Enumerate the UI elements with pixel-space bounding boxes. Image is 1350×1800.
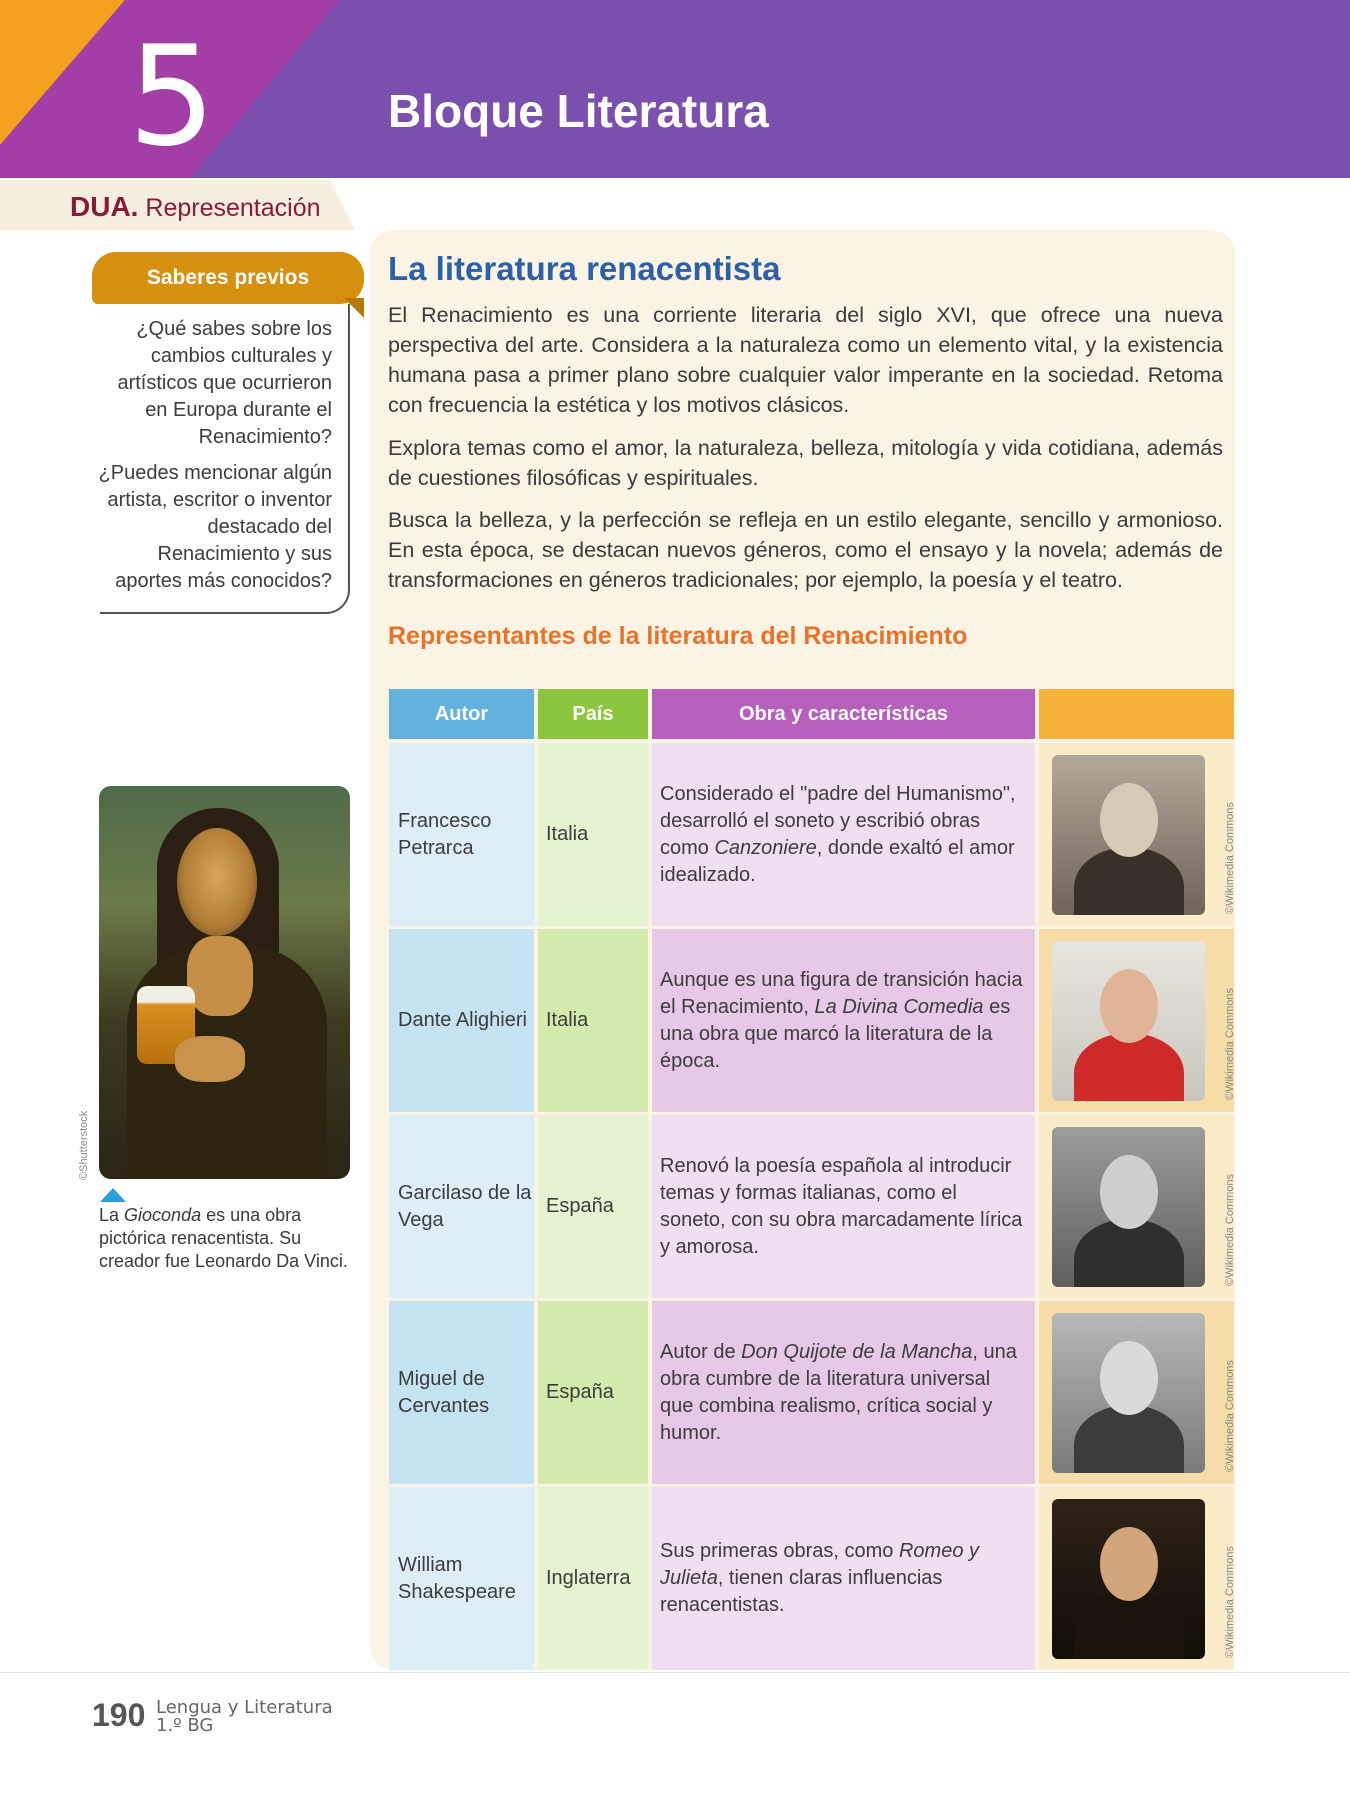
page-number: 190 [92,1697,146,1733]
author-portrait [1052,941,1205,1101]
saberes-previos-tab: Saberes previos [92,252,364,304]
gioconda-face [177,828,257,936]
saberes-question-1: ¿Qué sabes sobre los cambios culturales y artísticos que ocurrieron en Europa durante el Renacimiento? [117,318,332,448]
work-title-italic: Romeo y Julieta [660,1540,980,1589]
image-credit: ©Shutterstock [78,1110,90,1180]
portrait-cell [1039,929,1234,1112]
article-paragraph-2: Explora temas como el amor, la naturaleza, belleza, mitología y vida cotidiana, además de cuestiones filosóficas y espirituales. [388,436,1223,490]
work-cell [652,929,1035,1112]
dua-label [70,191,321,223]
portrait-cell [1039,743,1234,926]
work-text-pre: Autor de [660,1340,742,1363]
work-cell [652,1115,1035,1298]
portrait-head [1100,1155,1158,1229]
country-cell: Italia [538,743,648,926]
author-cell: William Shakespeare [389,1487,534,1670]
gioconda-chest [187,936,253,1016]
country-cell: Inglaterra [538,1487,648,1670]
chapter-number: 5 [128,16,216,177]
caption-italic: Gioconda [124,1205,202,1225]
saberes-previos-box [100,304,350,614]
caption-pre: La [99,1205,125,1225]
author-cell: Miguel de Cervantes [389,1301,534,1484]
work-title-italic: Don Quijote de la Mancha [741,1340,973,1363]
dua-label-text: Representación [138,194,321,222]
header-work: Obra y características [652,689,1035,739]
header-author: Autor [389,689,534,739]
portrait-credit: ©Wikimedia Commons [1224,801,1236,914]
portrait-credit: ©Wikimedia Commons [1224,1545,1236,1658]
representatives-table [389,689,1234,1670]
author-cell: Garcilaso de la Vega [389,1115,534,1298]
author-portrait [1052,1127,1205,1287]
block-title: Bloque Literatura [388,85,769,137]
dua-label-bold: DUA. [70,191,139,222]
work-text-post: , una obra cumbre de la literatura universal que combina realismo, crítica social y humor. [660,1340,1017,1444]
work-text-pre: Aunque es una figura de transición hacia el Renacimiento, [660,968,1023,1018]
portrait-cell [1039,1115,1234,1298]
work-text [660,1538,1027,1619]
portrait-body [1074,1405,1184,1473]
author-portrait [1052,1313,1205,1473]
portrait-body [1074,1033,1184,1101]
footer-subject-name: Lengua y Literatura [156,1697,333,1718]
footer-subject [156,1699,333,1735]
article-paragraph-3: Busca la belleza, y la perfección se refleja en un estilo elegante, sencillo y armonioso. En esta época, se destacan nuevos géneros, como el ensayo y la novela; además de transformaciones en géneros tradicionales; por ejemplo, la poesía y el teatro. [388,508,1223,592]
country-cell: España [538,1301,648,1484]
author-cell: Dante Alighieri [389,929,534,1112]
author-portrait [1052,755,1205,915]
country-cell: España [538,1115,648,1298]
gioconda-hand [175,1036,245,1082]
article-title: La literatura renacentista [388,250,781,287]
portrait-credit: ©Wikimedia Commons [1224,1359,1236,1472]
portrait-body [1074,1219,1184,1287]
portrait-credit: ©Wikimedia Commons [1224,1173,1236,1286]
chapter-header [0,0,1350,178]
author-portrait [1052,1499,1205,1659]
work-text-pre: Renovó la poesía española al introducir temas y formas italianas, como el soneto, con su obra marcadamente lírica y amorosa. [660,1154,1023,1258]
work-text-post: , tienen claras influencias renacentistas. [660,1567,943,1616]
work-cell [652,1301,1035,1484]
image-caption [99,1204,359,1273]
caption-pointer-icon [100,1188,126,1202]
portrait-head [1100,969,1158,1043]
work-title-italic: La Divina Comedia [814,995,984,1018]
work-text [660,967,1027,1075]
portrait-body [1074,1591,1184,1659]
section-subtitle: Representantes de la literatura del Renacimiento [388,622,968,650]
author-cell: Francesco Petrarca [389,743,534,926]
header-country: País [538,689,648,739]
work-text-post: es una obra que marcó la literatura de la época. [660,995,1011,1072]
work-text-post: , donde exaltó el amor idealizado. [660,836,1015,886]
portrait-cell [1039,1487,1234,1670]
work-cell [652,1487,1035,1670]
work-text [660,1153,1027,1261]
work-text-pre: Sus primeras obras, como [660,1540,899,1562]
saberes-question-2: ¿Puedes mencionar algún artista, escritor o inventor destacado del Renacimiento y sus aportes más conocidos? [98,462,332,592]
work-cell [652,743,1035,926]
work-text [660,781,1027,889]
portrait-head [1100,1527,1158,1601]
portrait-cell [1039,1301,1234,1484]
caption-post: es una obra pictórica renacentista. Su creador fue Leonardo Da Vinci. [99,1205,348,1271]
article-paragraph-1: El Renacimiento es una corriente literaria del siglo XVI, que ofrece una nueva perspectiva del arte. Considera a la naturaleza como un elemento vital, y la existencia humana pasa a primer plano sobre cualquier valor imperante en la sociedad. Retoma con frecuencia la estética y los motivos clásicos. [388,303,1223,417]
country-cell: Italia [538,929,648,1112]
portrait-body [1074,847,1184,915]
work-text-pre: Considerado el "padre del Humanismo", desarrolló el soneto y escribió obras como [660,782,1016,859]
footer-grade: 1.º BG [156,1715,214,1736]
header-image [1039,689,1234,739]
gioconda-image [99,786,350,1179]
portrait-head [1100,1341,1158,1415]
portrait-credit: ©Wikimedia Commons [1224,987,1236,1100]
work-text [660,1339,1027,1447]
portrait-head [1100,783,1158,857]
footer-divider [0,1672,1350,1673]
work-title-italic: Canzoniere [714,836,817,859]
